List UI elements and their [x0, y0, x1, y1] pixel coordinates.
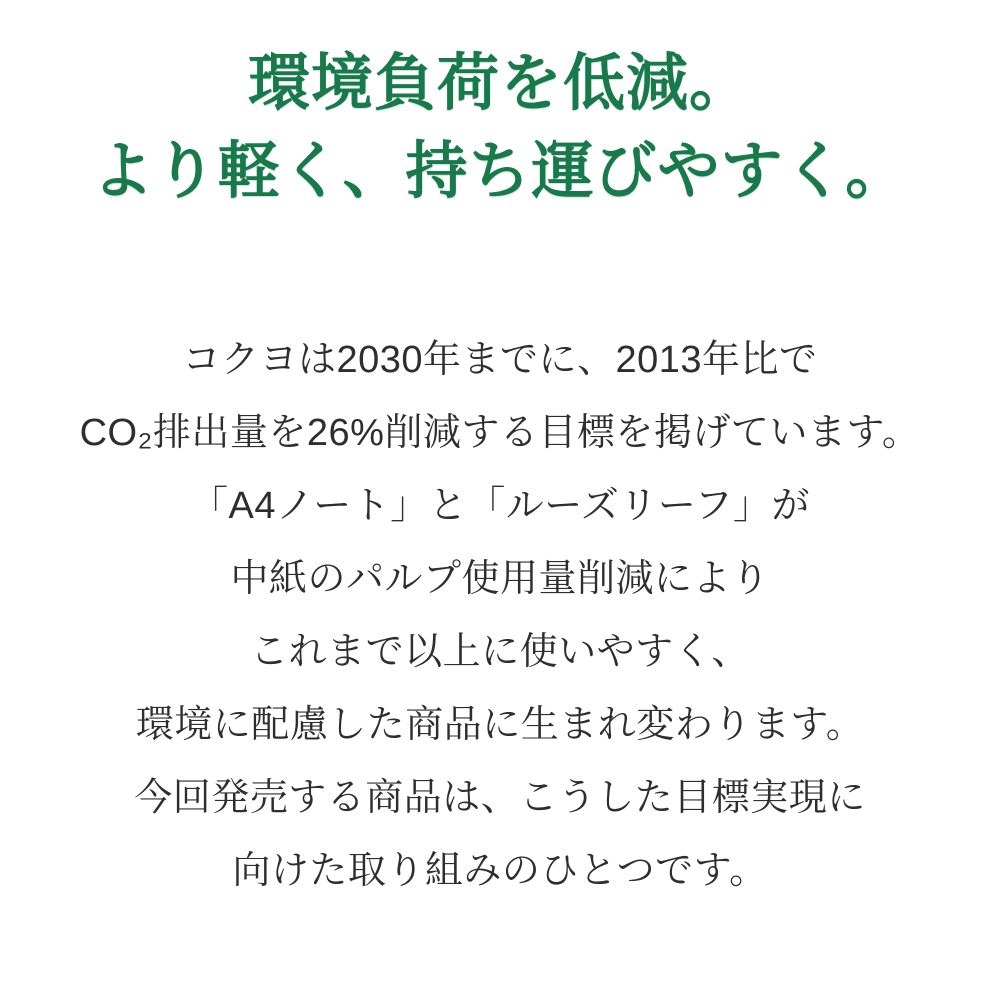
body-copy-line-5: これまで以上に使いやすく、	[250, 631, 750, 673]
body-copy-line-1: コクヨは2030年までに、2013年比で	[182, 339, 818, 381]
body-copy-line-2: CO₂排出量を26%削減する目標を掲げています。	[79, 412, 921, 454]
body-copy-line-6: 環境に配慮した商品に生まれ変わります。	[135, 704, 865, 746]
headline-line-1: 環境負荷を低減。	[247, 49, 752, 118]
body-copy	[0, 324, 1000, 908]
body-copy-line-3: 「A4ノート」と「ルーズリーフ」が	[189, 485, 811, 527]
page-title	[0, 40, 1000, 216]
body-copy-line-4: 中紙のパルプ使用量削減により	[230, 558, 770, 600]
body-copy-line-7: 今回発売する商品は、こうした目標実現に	[134, 777, 866, 819]
body-copy-line-8: 向けた取り組みのひとつです。	[232, 850, 768, 892]
headline-line-2: より軽く、持ち運びやすく。	[91, 137, 909, 206]
